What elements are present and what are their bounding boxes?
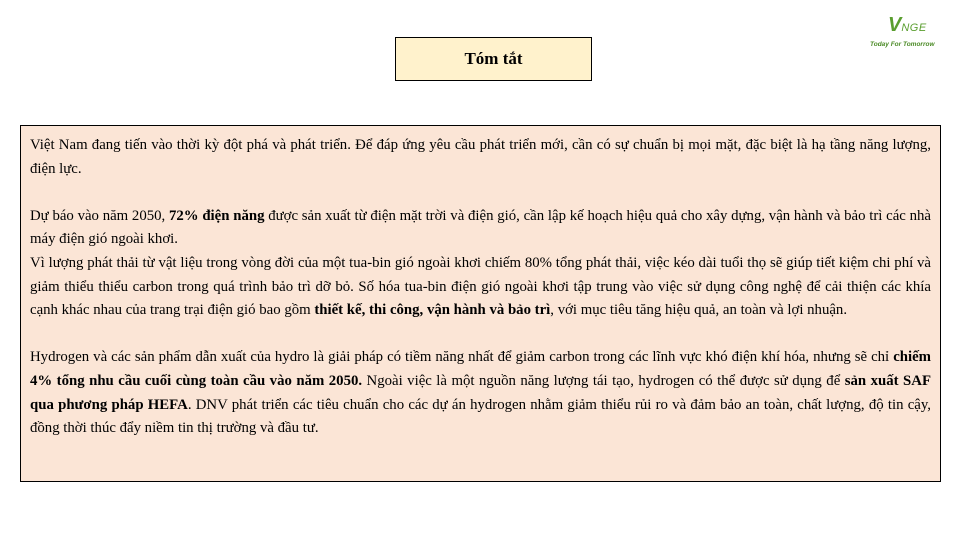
- hydrogen-text-2: Ngoài việc là một nguồn năng lượng tái tạo, hydrogen có thể được sử dụng để: [362, 372, 845, 389]
- paragraph-intro: Việt Nam đang tiến vào thời kỳ đột phá và phát triển. Để đáp ứng yêu cầu phát triển mới, cần có sự chuẩn bị mọi mặt, đặc biệt là hạ tầng năng lượng, điện lực.: [30, 137, 931, 177]
- logo-mark-v: V: [888, 14, 902, 36]
- logo-mark-rest: NGE: [901, 22, 927, 34]
- forecast-text-before: Dự báo vào năm 2050,: [30, 207, 169, 224]
- lifecycle-text-after: , với mục tiêu tăng hiệu quả, an toàn và lợi nhuận.: [550, 302, 848, 319]
- summary-content-box: [20, 125, 941, 482]
- page-title: Tóm tắt: [464, 49, 523, 68]
- hydrogen-text-3: . DNV phát triển các tiêu chuẩn cho các dự án hydrogen nhằm giảm thiểu rủi ro và đảm bảo an toàn, chất lượng, độ tin cậy, đồng thời thúc đẩy niềm tin thị trường và đầu tư.: [30, 396, 931, 437]
- logo-tagline: Today For Tomorrow: [870, 41, 935, 48]
- hydrogen-text-1: Hydrogen và các sản phẩm dẫn xuất của hydro là giải pháp có tiềm năng nhất để giảm carbon trong các lĩnh vực khó điện khí hóa, nhưng sẽ chỉ: [30, 349, 894, 366]
- hydrogen-highlight-2: sản xuất SAF qua phương pháp HEFA: [30, 372, 931, 413]
- hydrogen-highlight-1: chiếm 4% tổng nhu cầu cuối cùng toàn cầu vào năm 2050.: [30, 349, 931, 389]
- forecast-highlight: 72% điện năng: [168, 207, 265, 224]
- lifecycle-highlight: thiết kế, thi công, vận hành và bảo trì: [314, 302, 551, 319]
- vnge-logo: [862, 14, 952, 54]
- logo-mark: [888, 14, 927, 37]
- paragraph-lifecycle: [30, 252, 931, 323]
- title-box: [395, 37, 592, 81]
- paragraph-gap: [30, 323, 931, 347]
- lifecycle-text-before: Vì lượng phát thải từ vật liệu trong vòng đời của một tua-bin gió ngoài khơi chiếm 80% tổng phát thải, việc kéo dài tuổi thọ sẽ giúp tiết kiệm chi phí và giảm thiểu thiểu carbon trong quá trình bảo trì dỡ bỏ. Số hóa tua-bin điện gió ngoài khơi tập trung vào việc sử dụng công nghệ để cải thiện các khía cạnh khác nhau của trang trại điện gió bao gồm: [30, 254, 931, 319]
- forecast-text-after: được sản xuất từ điện mặt trời và điện gió, cần lập kế hoạch hiệu quả cho xây dựng, vận hành và bảo trì các nhà máy điện gió ngoài khơi.: [30, 207, 931, 248]
- paragraph-gap: [30, 181, 931, 205]
- paragraph-forecast: [30, 205, 931, 252]
- paragraph-hydrogen: [30, 346, 931, 440]
